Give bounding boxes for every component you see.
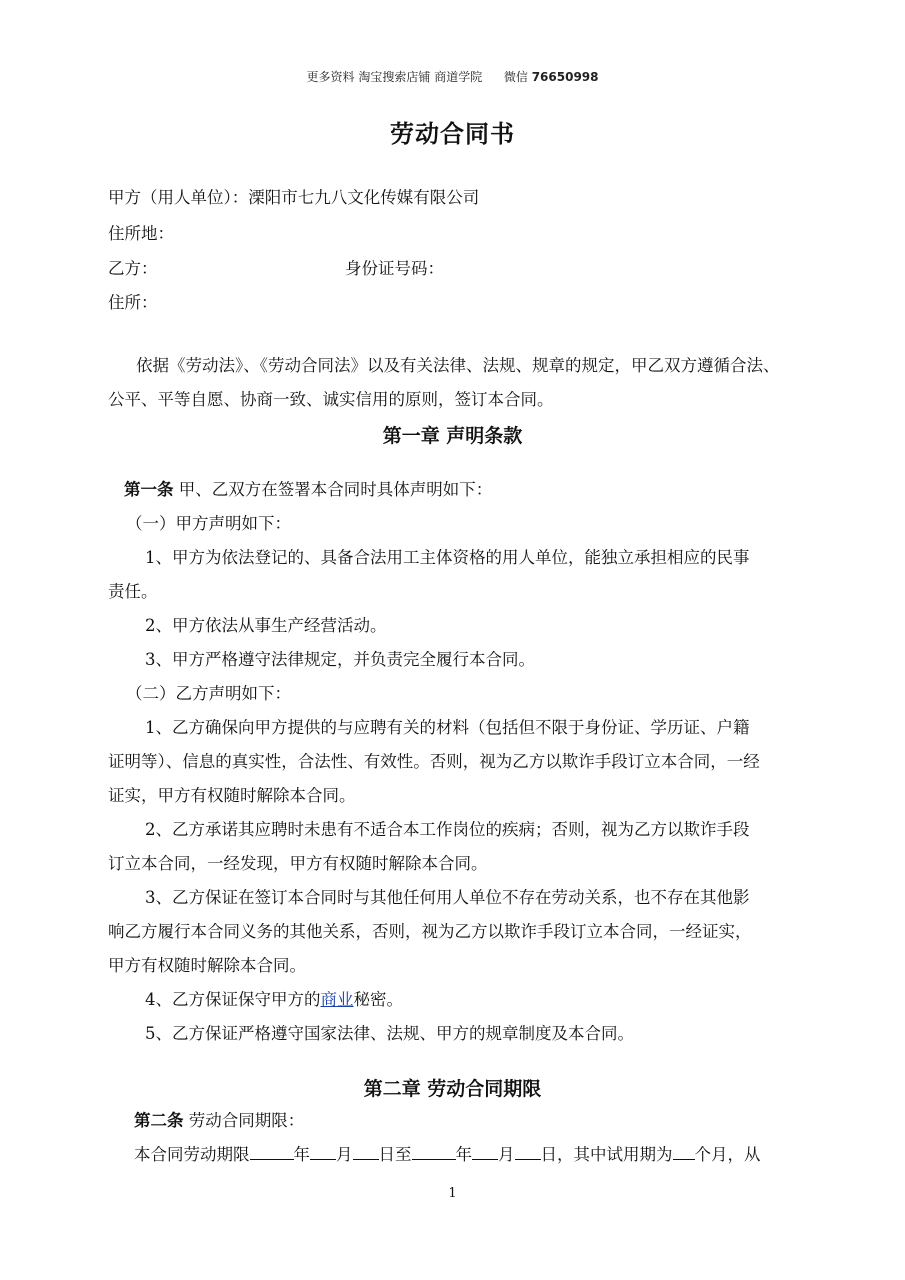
- chapter-2-title: 第二章 劳动合同期限: [363, 1078, 542, 1100]
- document-title: 劳动合同书: [390, 120, 515, 148]
- probation-months-blank[interactable]: [673, 1143, 695, 1160]
- page-number: 1: [448, 1186, 457, 1201]
- party-a-name: 溧阳市七九八文化传媒有限公司: [248, 188, 480, 207]
- end-day-blank[interactable]: [515, 1143, 541, 1160]
- term-month-2: 月: [498, 1145, 515, 1164]
- header-note: [0, 68, 905, 85]
- party-b-clause-3-line-3: 甲方有权随时解除本合同。: [108, 956, 306, 975]
- article-2-label: 第二条: [134, 1111, 184, 1130]
- party-b-id-label: 身份证号码：: [345, 259, 444, 278]
- party-b-clause-2-line-1: 2、乙方承诺其应聘时未患有不适合本工作岗位的疾病；否则，视为乙方以欺诈手段: [145, 820, 750, 839]
- end-year-blank[interactable]: [412, 1143, 456, 1160]
- article-2: [134, 1107, 304, 1131]
- preamble-line-2: 公平、平等自愿、协商一致、诚实信用的原则，签订本合同。: [108, 390, 554, 409]
- article-1: [124, 476, 492, 500]
- term-year-2: 年: [455, 1145, 472, 1164]
- term-month-1: 月: [336, 1145, 353, 1164]
- party-b-line: [108, 255, 158, 279]
- term-prefix: 本合同劳动期限: [134, 1145, 250, 1164]
- header-note-part1: 更多资料: [306, 70, 355, 84]
- party-b-declaration-heading: （二）乙方声明如下：: [126, 684, 291, 703]
- article-1-label: 第一条: [124, 480, 174, 499]
- party-b-clause-4-after: 秘密。: [353, 990, 403, 1009]
- party-b-clause-4: [145, 986, 403, 1010]
- start-day-blank[interactable]: [353, 1143, 379, 1160]
- party-b-clause-1-line-1: 1、乙方确保向甲方提供的与应聘有关的材料（包括但不限于身份证、学历证、户籍: [145, 718, 750, 737]
- header-note-number: 76650998: [531, 70, 599, 84]
- party-b-clause-4-before: 4、乙方保证保守甲方的: [145, 990, 321, 1009]
- term-months-suffix: 个月，从: [694, 1145, 761, 1164]
- party-b-clause-1-line-3: 证实，甲方有权随时解除本合同。: [108, 786, 356, 805]
- party-b-clause-3-line-1: 3、乙方保证在签订本合同时与其他任何用人单位不存在劳动关系，也不存在其他影: [145, 888, 750, 907]
- party-b-clause-1-line-2: 证明等）、信息的真实性，合法性、有效性。否则，视为乙方以欺诈手段订立本合同，一经: [108, 752, 760, 771]
- party-a-address-label: 住所地：: [108, 224, 174, 243]
- trade-secret-link[interactable]: 商业: [320, 990, 354, 1009]
- party-a-clause-2: 2、甲方依法从事生产经营活动。: [145, 616, 387, 635]
- header-note-part4: 微信: [503, 70, 528, 84]
- party-b-clause-2-line-2: 订立本合同，一经发现，甲方有权随时解除本合同。: [108, 854, 488, 873]
- header-note-part2: 淘宝搜索店铺: [358, 70, 431, 84]
- party-a-label: 甲方（用人单位）：: [108, 188, 249, 207]
- preamble-line-1: 依据《劳动法》、《劳动合同法》以及有关法律、法规、规章的规定，甲乙双方遵循合法、: [136, 356, 780, 375]
- party-a-declaration-heading: （一）甲方声明如下：: [126, 514, 291, 533]
- term-day-1: 日至: [378, 1145, 412, 1164]
- chapter-1-title: 第一章 声明条款: [382, 425, 523, 447]
- party-b-clause-5: 5、乙方保证严格遵守国家法律、法规、甲方的规章制度及本合同。: [145, 1024, 634, 1043]
- party-a-line: [108, 184, 479, 208]
- start-month-blank[interactable]: [310, 1143, 336, 1160]
- header-note-part3: 商道学院: [434, 70, 483, 84]
- term-year-1: 年: [293, 1145, 310, 1164]
- article-2-text: 劳动合同期限：: [183, 1111, 305, 1130]
- end-month-blank[interactable]: [472, 1143, 498, 1160]
- party-b-address-label: 住所：: [108, 293, 158, 312]
- party-b-clause-3-line-2: 响乙方履行本合同义务的其他关系，否则，视为乙方以欺诈手段订立本合同，一经证实，: [108, 922, 752, 941]
- party-a-clause-3: 3、甲方严格遵守法律规定，并负责完全履行本合同。: [145, 650, 535, 669]
- party-b-label: 乙方：: [108, 259, 158, 278]
- term-day-2: 日，其中试用期为: [540, 1145, 673, 1164]
- contract-term-line: [134, 1141, 761, 1165]
- start-year-blank[interactable]: [250, 1143, 294, 1160]
- party-a-clause-1-line-2: 责任。: [108, 582, 158, 601]
- party-a-clause-1-line-1: 1、甲方为依法登记的、具备合法用工主体资格的用人单位，能独立承担相应的民事: [145, 548, 750, 567]
- article-1-text: 甲、乙双方在签署本合同时具体声明如下：: [173, 480, 493, 499]
